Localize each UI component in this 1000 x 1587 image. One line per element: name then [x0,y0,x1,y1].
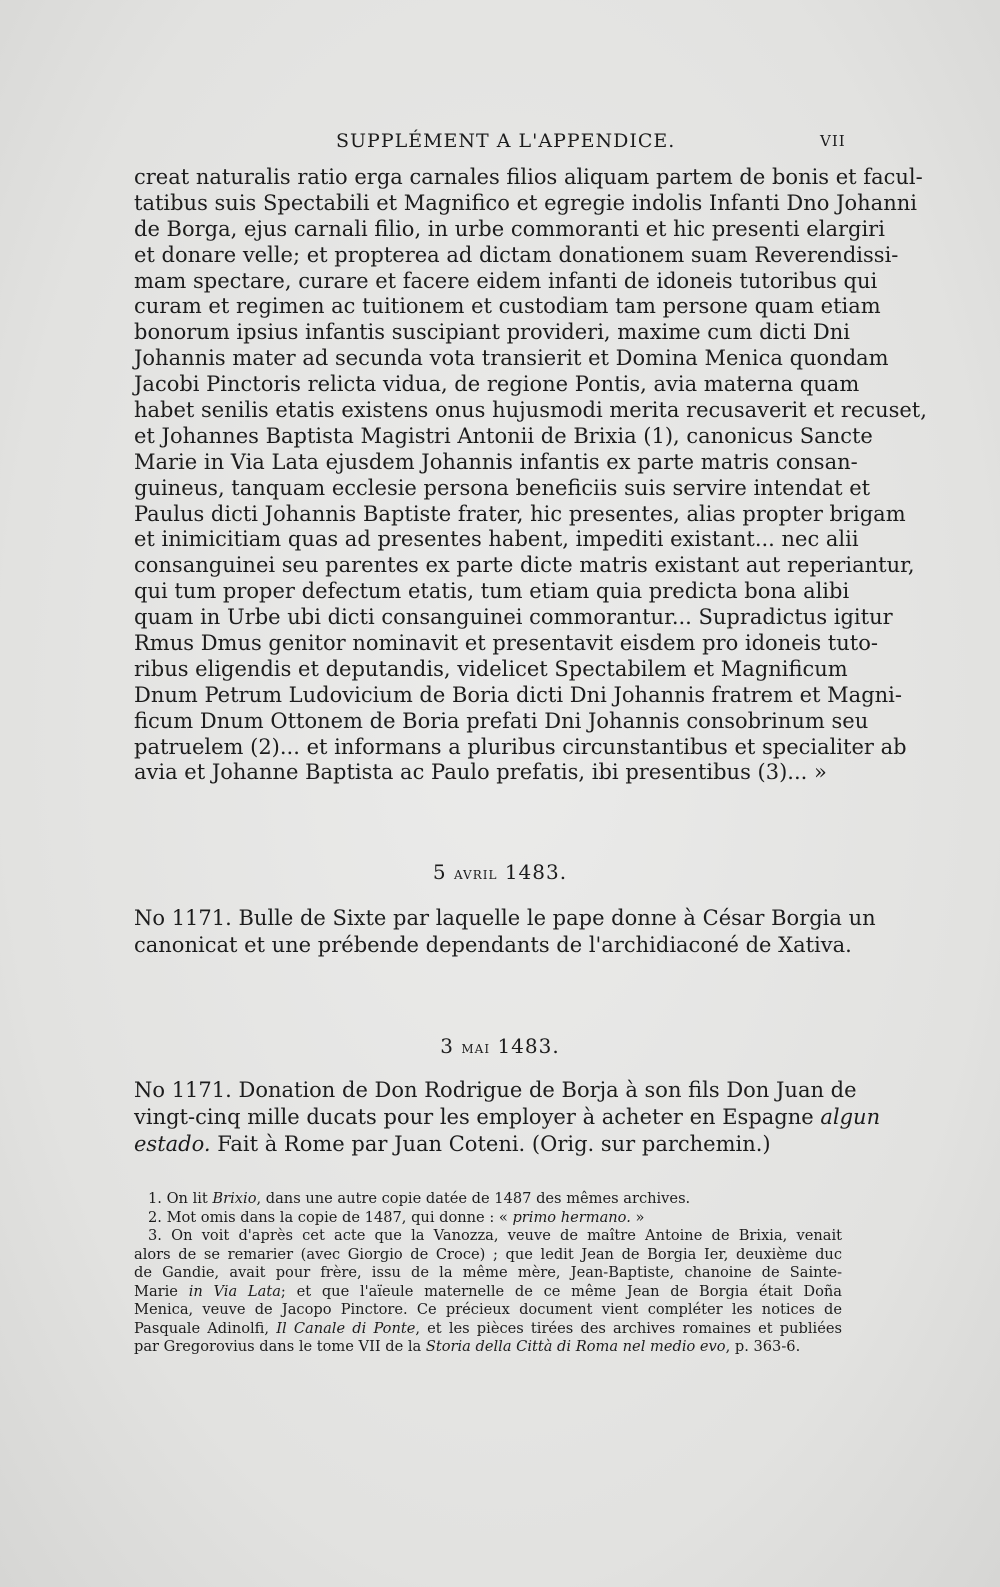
entry-line: No 1171. Donation de Don Rodrigue de Borja à son fils Don Juan de [134,1078,857,1102]
date-month: avril [453,864,498,884]
page-number: VII [820,132,846,150]
footnote-number: 2. [148,1208,162,1226]
entry-line-text: vingt-cinq mille ducats pour les employer à acheter en Espagne [134,1105,814,1129]
text-line: bonorum ipsius infantis suscipiant provideri, maxime cum dicti Dni [134,320,850,345]
text-line: ficum Dnum Ottonem de Boria prefati Dni Johannis consobrinum seu [134,708,869,733]
entry-bulle-de-sixte [134,905,876,959]
footnote-italic: Brixio [212,1190,257,1207]
footnote-text: ; et que l'aïeule maternelle de ce même Jean de Borgia était Doña [280,1282,842,1300]
text-line: patruelem (2)... et informans a pluribus circunstantibus et specialiter ab [134,734,907,759]
text-line: Dnum Petrum Ludovicium de Boria dicti Dni Johannis fratrem et Magni- [134,682,902,707]
footnote-text: par Gregorovius dans le tome VII de la [134,1338,422,1355]
footnotes [134,1190,842,1357]
footnote-3-line [134,1283,842,1302]
date-day: 5 [432,860,447,884]
italic-phrase: estado. [134,1132,211,1156]
entry-line [134,1131,842,1158]
entry-line: canonicat et une prébende dependants de l'archidiaconé de Xativa. [134,933,852,957]
text-line: ribus eligendis et deputandis, videlicet Spectabilem et Magnificum [134,656,848,681]
text-line: habet senilis etatis existens onus hujusmodi merita recusaverit et recuset, [134,398,927,423]
footnote-text: On voit d'après cet acte que la Vanozza, veuve de maître Antoine de Brixia, venait [171,1227,843,1244]
footnote-3-line [134,1338,842,1357]
footnote-italic: Il Canale di Ponte [276,1319,416,1337]
footnote-text: Marie [134,1282,178,1300]
entry-donation [134,1077,881,1158]
date-month: mai [461,1038,491,1058]
date-day: 3 [440,1034,455,1058]
text-line: mam spectare, curare et facere eidem infanti de idoneis tutoribus qui [134,268,878,293]
date-heading-may [0,1034,1000,1058]
footnote-2 [134,1209,842,1228]
text-line: avia et Johanne Baptista ac Paulo prefatis, ibi presentibus (3)... » [134,760,827,785]
date-year: 1483. [504,860,568,884]
entry-line: No 1171. Bulle de Sixte par laquelle le pape donne à César Borgia un [134,906,876,930]
text-line: de Borga, ejus carnali filio, in urbe commoranti et hic presenti elargiri [134,216,885,241]
text-line: et donare velle; et propterea ad dictam donationem suam Reverendissi- [134,242,899,267]
footnote-italic: primo hermano. [512,1208,631,1226]
footnote-text: On lit [166,1190,208,1207]
footnote-text: , et les pièces tirées des archives romaines et publiées [415,1319,842,1337]
text-line: guineus, tanquam ecclesie persona beneficiis suis servire intendat et [134,475,871,500]
text-line: et Johannes Baptista Magistri Antonii de Brixia (1), canonicus Sancte [134,423,873,448]
text-line: Jacobi Pinctoris relicta vidua, de regione Pontis, avia materna quam [134,372,860,397]
text-line: Johannis mater ad secunda vota transierit et Domina Menica quondam [134,346,889,371]
text-line: Marie in Via Lata ejusdem Johannis infantis ex parte matris consan- [134,449,858,474]
text-line: qui tum proper defectum etatis, tum etiam quia predicta bona alibi [134,579,850,604]
text-line: curam et regimen ac tuitionem et custodiam tam persone quam etiam [134,294,881,319]
footnote-text: , p. 363-6. [725,1338,801,1355]
text-line: et inimicitiam quas ad presentes habent, impediti existant... nec alii [134,527,859,552]
footnote-3-line: alors de se remarier (avec Giorgio de Croce) ; que ledit Jean de Borgia Ier, deuxième duc [134,1245,842,1263]
text-line: tatibus suis Spectabili et Magnifico et egregie indolis Infanti Dno Johanni [134,190,917,215]
footnote-3-line: de Gandie, avait pour frère, issu de la même mère, Jean-Baptiste, chanoine de Sainte- [134,1264,842,1281]
entry-line-text: Fait à Rome par Juan Coteni. (Orig. sur parchemin.) [210,1132,771,1156]
footnote-1 [134,1190,842,1209]
latin-document-text [134,165,927,786]
italic-phrase: algun [820,1105,881,1129]
date-heading-april [0,860,1000,884]
footnote-italic: in Via Lata [188,1282,281,1300]
footnote-text: » [635,1208,645,1226]
entry-line [134,1104,881,1131]
text-line: consanguinei seu parentes ex parte dicte matris existant aut reperiantur, [134,553,915,578]
footnote-3-line [134,1320,842,1339]
text-line: creat naturalis ratio erga carnales filios aliquam partem de bonis et facul- [134,165,923,189]
text-line: Rmus Dmus genitor nominavit et presentavit eisdem pro idoneis tuto- [134,631,878,656]
text-line: quam in Urbe ubi dicti consanguinei commorantur... Supradictus igitur [134,605,893,630]
running-head [0,130,1000,160]
running-title: SUPPLÉMENT A L'APPENDICE. [336,130,676,152]
footnote-text: Mot omis dans la copie de 1487, qui donne : « [166,1208,508,1226]
footnote-italic: Storia della Città di Roma nel medio evo [425,1338,726,1355]
footnote-3-line: Menica, veuve de Jacopo Pinctore. Ce précieux document vient compléter les notices de [134,1301,842,1318]
date-year: 1483. [497,1034,560,1058]
footnote-text: Pasquale Adinolfi, [134,1319,270,1337]
footnote-3 [134,1227,842,1246]
footnote-number: 3. [148,1227,162,1244]
footnote-number: 1. [148,1190,162,1207]
text-line: Paulus dicti Johannis Baptiste frater, hic presentes, alias propter brigam [134,501,906,526]
footnote-text: , dans une autre copie datée de 1487 des mêmes archives. [256,1190,691,1207]
